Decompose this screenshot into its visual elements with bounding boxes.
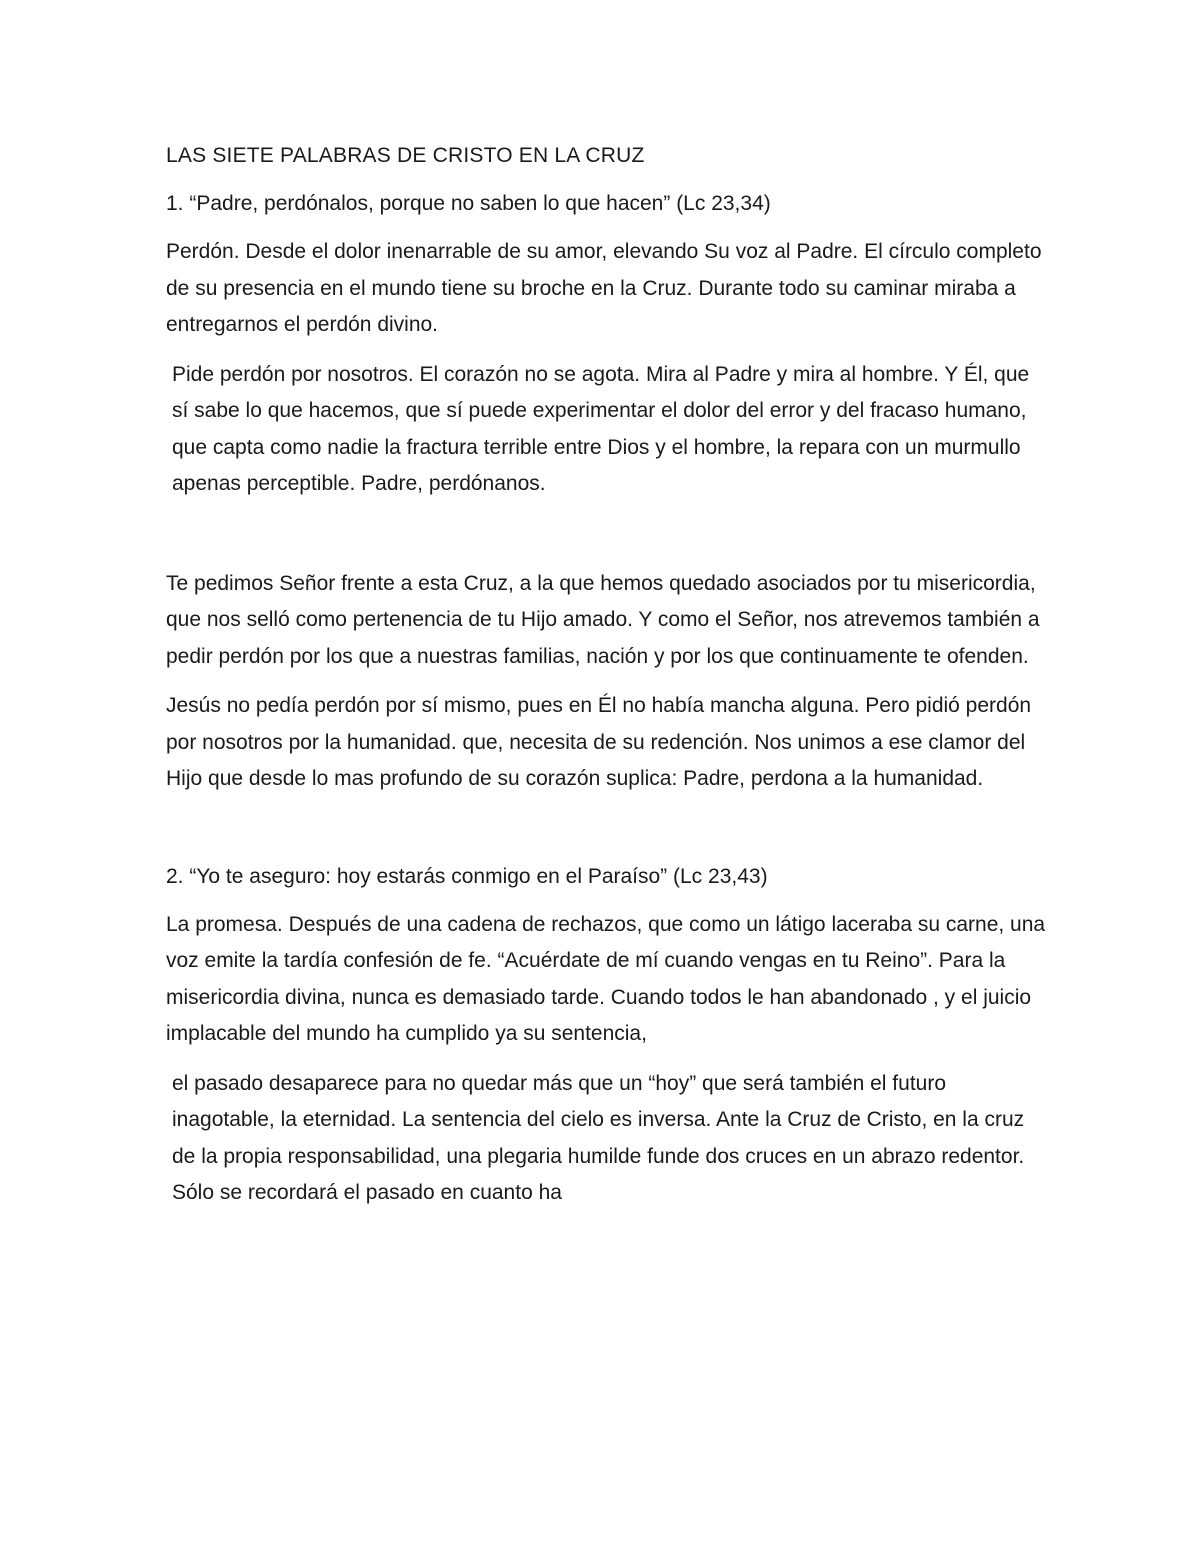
blank-line — [166, 516, 1046, 566]
section-2-paragraph-1: La promesa. Después de una cadena de rechazos, que como un látigo laceraba su carne, una voz emite la tardía confesión de fe. “Acuérdate de mí cuando vengas en tu Reino”. Para la misericordia divina, nunca es demasiado tarde. Cuando todos le han abandonado , y el juicio implacable del mundo ha cumplido ya su sentencia, — [166, 912, 1046, 1045]
document-body — [166, 138, 1046, 1225]
blank-line — [166, 811, 1046, 859]
section-1-paragraph-4: Jesús no pedía perdón por sí mismo, pues en Él no había mancha alguna. Pero pidió perdón por nosotros por la humanidad. que, necesita de su redención. Nos unimos a ese clamor del Hijo que desde lo mas profundo de su corazón suplica: Padre, perdona a la humanidad. — [166, 694, 1032, 790]
section-1-paragraph-2: Pide perdón por nosotros. El corazón no se agota. Mira al Padre y mira al hombre. Y Él, que sí sabe lo que hacemos, que sí puede experimentar el dolor del error y del fracaso humano, que capta como nadie la fractura terrible entre Dios y el hombre, la repara con un murmullo apenas perceptible. Padre, perdónanos. — [172, 362, 1030, 495]
section-2-paragraph-2: el pasado desaparece para no quedar más que un “hoy” que será también el futuro inagotable, la eternidad. La sentencia del cielo es inversa. Ante la Cruz de Cristo, en la cruz de la propia responsabilidad, una plegaria humilde funde dos cruces en un abrazo redentor. Sólo se recordará el pasado en cuanto ha — [172, 1071, 1025, 1204]
document-title: LAS SIETE PALABRAS DE CRISTO EN LA CRUZ — [166, 144, 645, 167]
section-1-heading: 1. “Padre, perdónalos, porque no saben lo que hacen” (Lc 23,34) — [166, 192, 771, 215]
section-2-heading: 2. “Yo te aseguro: hoy estarás conmigo en el Paraíso” (Lc 23,43) — [166, 864, 768, 888]
section-1-paragraph-3: Te pedimos Señor frente a esta Cruz, a la que hemos quedado asociados por tu misericordia, que nos selló como pertenencia de tu Hijo amado. Y como el Señor, nos atrevemos también a pedir perdón por los que a nuestras familias, nación y por los que continuamente te ofenden. — [166, 571, 1040, 668]
section-1-paragraph-1: Perdón. Desde el dolor inenarrable de su amor, elevando Su voz al Padre. El círculo completo de su presencia en el mundo tiene su broche en la Cruz. Durante todo su caminar miraba a entregarnos el perdón divino. — [166, 240, 1042, 336]
